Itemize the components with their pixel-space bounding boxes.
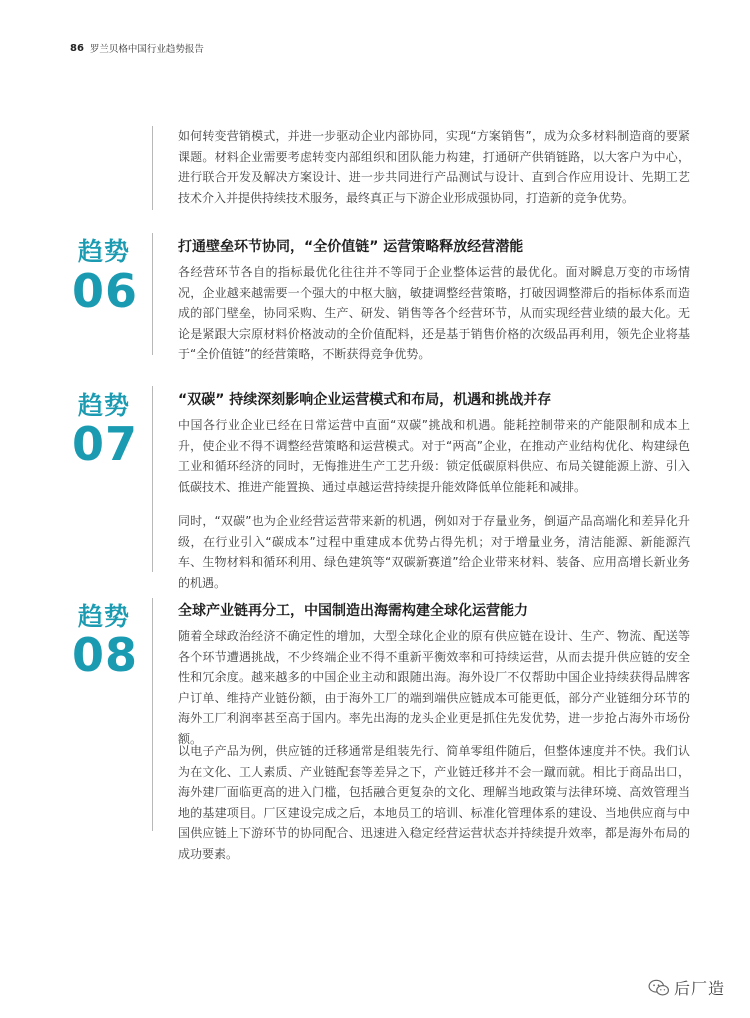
trend-08-title: 全球产业链再分工，中国制造出海需构建全球化运营能力	[178, 603, 528, 619]
trend-06-paragraph-1: 各经营环节各自的指标最优化往往并不等同于企业整体运营的最优化。面对瞬息万变的市场情况，企业越来越需要一个强大的中枢大脑，敏捷调整经营策略，打破因调整滞后的指标体系而造成的部门壁垒，协同采购、生产、研发、销售等各个经营环节，从而实现经营业绩的最大化。无论是紧跟大宗原材料价格波动的全价值配料，还是基于销售价格的次级品再利用，领先企业将基于“全价值链”的经营策略，不断获得竞争优势。	[178, 265, 690, 362]
intro-paragraph: 如何转变营销模式，并进一步驱动企业内部协同，实现“方案销售”，成为众多材料制造商的要紧课题。材料企业需要考虑转变内部组织和团队能力构建，打通研产供销链路，以大客户为中心，进行联合开发及解决方案设计、进一步共同进行产品测试与设计、直到合作应用设计、先期工艺技术介入并提供持续技术服务，最终真正与下游企业形成强协同，打造新的竞争优势。	[178, 129, 690, 205]
trend-07-rule	[152, 386, 153, 572]
watermark-text: 后厂造	[674, 979, 726, 998]
trend-06-label: 趋势	[78, 237, 131, 266]
trend-08-rule	[152, 598, 153, 831]
trend-07-label: 趋势	[78, 391, 131, 420]
trend-08-paragraph-1: 随着全球政治经济不确定性的增加，大型全球化企业的原有供应链在设计、生产、物流、配送等各个环节遭遇挑战，不少终端企业不得不重新平衡效率和可持续运营，从而去提升供应链的安全性和冗余度。越来越多的中国企业主动和跟随出海。海外设厂不仅帮助中国企业持续获得品牌客户订单、维持产业链份额，由于海外工厂的端到端供应链成本可能更低，部分产业链细分环节的海外工厂利润率甚至高于国内。率先出海的龙头企业更是抓住先发优势，进一步抢占海外市场份额。	[178, 629, 690, 746]
wechat-icon	[648, 979, 670, 997]
trend-07-paragraph-1: 中国各行业企业已经在日常运营中直面“双碳”挑战和机遇。能耗控制带来的产能限制和成本上升，使企业不得不调整经营策略和运营模式。对于“两高”企业，在推动产业结构优化、构建绿色工业和循环经济的同时，无悔推进生产工艺升级：锁定低碳原料供应、布局关键能源上游、引入低碳技术、推进产能置换、通过卓越运营持续提升能效降低单位能耗和减排。	[178, 418, 690, 494]
trend-07-title: “双碳” 持续深刻影响企业运营模式和布局，机遇和挑战并存	[178, 392, 552, 408]
trend-07-number: 07	[72, 417, 139, 471]
trend-06-rule	[152, 233, 153, 355]
page-number: 86	[70, 42, 84, 54]
trend-08-paragraph-2: 以电子产品为例，供应链的迁移通常是组装先行、简单零组件随后，但整体速度并不快。我们认为在文化、工人素质、产业链配套等差异之下，产业链迁移并不会一蹴而就。相比于商品出口，海外建厂面临更高的进入门槛，包括融合更复杂的文化、理解当地政策与法律环境、高效管理当地的基建项目。厂区建设完成之后，本地员工的培训、标准化管理体系的建设、当地供应商与中国供应链上下游环节的协同配合、迅速进入稳定经营运营状态并持续提升效率，都是海外布局的成功要素。	[178, 744, 690, 861]
report-title: 罗兰贝格中国行业趋势报告	[89, 44, 204, 55]
trend-08-number: 08	[72, 628, 139, 682]
intro-rule	[152, 126, 153, 210]
trend-08-label: 趋势	[78, 602, 131, 631]
trend-06-title: 打通壁垒环节协同，“全价值链” 运营策略释放经营潜能	[178, 239, 524, 255]
page-header	[70, 38, 204, 58]
trend-06-number: 06	[72, 264, 139, 318]
trend-07-paragraph-2: 同时，“双碳”也为企业经营运营带来新的机遇，例如对于存量业务，倒逼产品高端化和差异化升级，在行业引入“碳成本”过程中重建成本优势占得先机；对于增量业务，清洁能源、新能源汽车、生物材料和循环利用、绿色建筑等“双碳新赛道”给企业带来材料、装备、应用高增长新业务的机遇。	[178, 514, 690, 590]
watermark	[648, 976, 725, 999]
